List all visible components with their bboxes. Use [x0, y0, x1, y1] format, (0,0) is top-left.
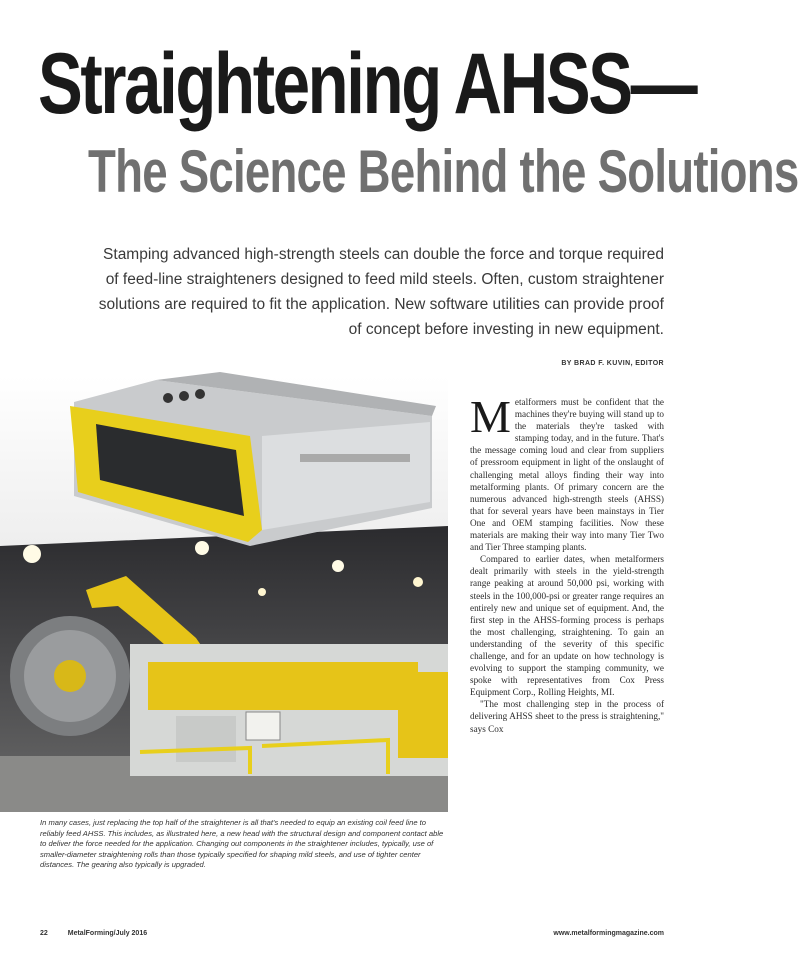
paragraph-2: Compared to earlier dates, when metalformers dealt primarily with steels in the yield-strength range peaking at around 50,000 psi, working with steels in the 100,000-psi or greater range requires an entirely new and unique set of equipment. And, the first step in the AHSS-forming process is perhaps the most challenging, straightening. To gain an understanding of the severity of this specific challenge, and for an update on how technology is evolving to support the stamping community, we spoke with representatives from Cox Press Equipment Corp., Rolling Heights, MI.	[470, 554, 664, 698]
paragraph-1-text: etalformers must be confident that the machines they're buying will stand up to the materials they're tasked with stamping today, and in the future. That's the message coming loud and clear from suppliers of pressroom equipment in light of the onslaught of challenging metal alloys finding their way into metalforming plants. Of primary concern are the numerous advanced high-strength steels (AHSS) that for several years have been mainstays in Tier One and OEM stamping facilities. Now these materials are making their way into many Tier Two and Tier Three stamping plants.	[470, 397, 664, 553]
footer-url: www.metalformingmagazine.com	[553, 930, 664, 937]
drop-cap: M	[470, 391, 511, 442]
factory-scene	[0, 526, 448, 812]
article-photo	[0, 376, 448, 812]
paragraph-3: "The most challenging step in the process of delivering AHSS sheet to the press is straightening," says Cox	[470, 699, 664, 734]
headline-main: Straightening AHSS—	[38, 36, 696, 132]
straightener-photo-illustration	[0, 376, 448, 812]
article-body	[470, 391, 664, 735]
photo-caption: In many cases, just replacing the top half of the straightener is all that's needed to equip an existing coil feed line to reliably feed AHSS. This includes, as illustrated here, a new head with the structural design and component contact able to deliver the force needed for the application. Changing out components in the straightener includes, typically, use of smaller-diameter straightening rolls than those typically specified for shaping mild steels, and use of tighter center distances. The gearing also typically is upgraded.	[40, 818, 444, 870]
straightener-head-scene	[0, 372, 448, 546]
byline: BY BRAD F. KUVIN, EDITOR	[561, 360, 664, 367]
paragraph-1	[470, 391, 664, 553]
footer-left	[40, 930, 147, 937]
issue-label: MetalForming/July 2016	[67, 930, 148, 937]
page-number: 22	[40, 930, 48, 937]
article-deck: Stamping advanced high-strength steels can double the force and torque required of feed-line straighteners designed to feed mild steels. Often, custom straightener solutions are required to fit the application. New software utilities can provide proof of concept before investing in new equipment.	[98, 246, 664, 338]
headline-subtitle: The Science Behind the Solutions	[88, 138, 798, 205]
